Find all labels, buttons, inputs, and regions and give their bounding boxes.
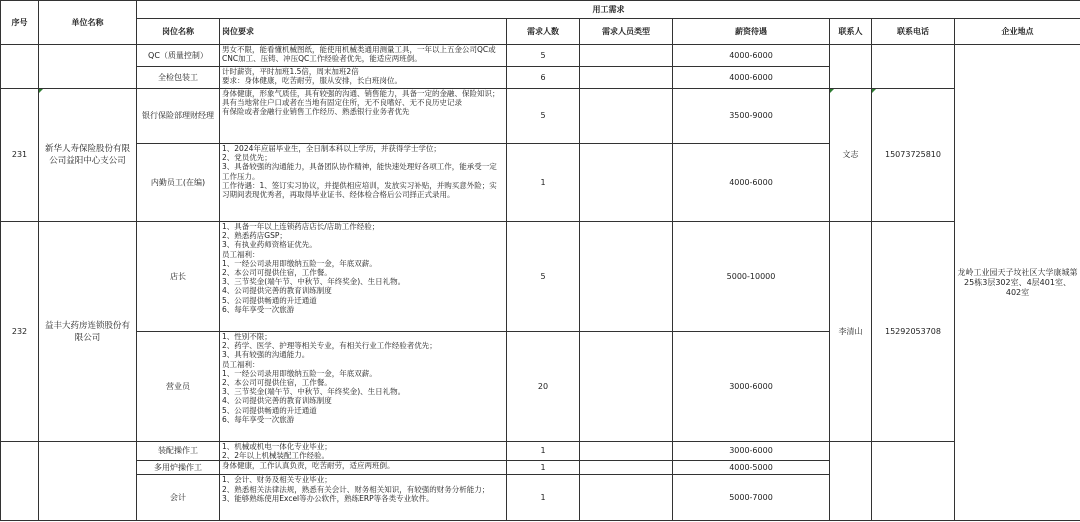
header-address: 企业地点: [955, 19, 1080, 45]
phone-cell: [872, 442, 955, 521]
seq-cell: 232: [1, 222, 39, 442]
requirement-cell: 身体健康，形象气质佳，具有较强的沟通、销售能力，具备一定的金融、保险知识； 具有当地常住户口或者在当地有固定住所，无不良嗜好、无不良历史记录 有保险或者金融行业销售工作经历、熟悉银行业务者优先: [220, 89, 507, 144]
type-cell: [580, 442, 673, 461]
table-row: [1, 442, 1080, 461]
seq-cell: [1, 442, 39, 521]
requirement-cell: 1、性别不限； 2、药学、医学、护理等相关专业，有相关行业工作经验者优先； 3、具有较强的沟通能力。 员工福利： 1、一经公司录用即缴纳五险一金，年底双薪。 2、本公司可提供住宿，工作餐。 3、三节奖金(端午节、中秋节、年终奖金)、生日礼物。 4、公司提供完善的教育训练制度 5、公司提供畅通的升迁通道 6、每年享受一次旅游: [220, 332, 507, 442]
header-phone: 联系电话: [872, 19, 955, 45]
count-cell: 1: [507, 144, 580, 222]
table-row: [1, 222, 1080, 332]
header-type: 需求人员类型: [580, 19, 673, 45]
salary-cell: 4000-6000: [673, 45, 830, 67]
position-cell: 银行保险部理财经理: [137, 89, 220, 144]
contact-cell: 文志: [830, 89, 872, 222]
type-cell: [580, 475, 673, 521]
header-company: 单位名称: [39, 1, 137, 45]
header-count: 需求人数: [507, 19, 580, 45]
address-cell: 龙岭工业园天子坟社区大学康城第25栋3层302室、4层401室、402室: [955, 45, 1080, 521]
count-cell: 6: [507, 67, 580, 89]
requirement-cell: 身体健康，工作认真负责，吃苦耐劳，适应两班倒。: [220, 461, 507, 475]
header-requirement: 岗位要求: [220, 19, 507, 45]
position-cell: 装配操作工: [137, 442, 220, 461]
phone-cell: 15292053708: [872, 222, 955, 442]
count-cell: 1: [507, 442, 580, 461]
position-cell: 全检包装工: [137, 67, 220, 89]
type-cell: [580, 89, 673, 144]
position-cell: 多用炉操作工: [137, 461, 220, 475]
type-cell: [580, 461, 673, 475]
table-row: [1, 89, 1080, 144]
salary-cell: 4000-6000: [673, 144, 830, 222]
company-name: [39, 45, 137, 89]
salary-cell: 5000-10000: [673, 222, 830, 332]
table-row: [1, 45, 1080, 67]
phone-cell: 15073725810: [872, 89, 955, 222]
header-position: 岗位名称: [137, 19, 220, 45]
salary-cell: 4000-6000: [673, 67, 830, 89]
salary-cell: 5000-7000: [673, 475, 830, 521]
requirement-cell: 男女不限，能看懂机械图纸，能使用机械类通用测量工具，一年以上五金公司QC或CNC加工、压铸、冲压QC工作经验者优先，能适应两班倒。: [220, 45, 507, 67]
company-name: [39, 442, 137, 521]
requirement-cell: 1、会计、财务及相关专业毕业； 2、熟悉相关法律法规，熟悉有关会计、财务相关知识，有较强的财务分析能力； 3、能够熟练使用Excel等办公软件，熟练ERP等各类专业软件。: [220, 475, 507, 521]
type-cell: [580, 67, 673, 89]
contact-cell: [830, 442, 872, 521]
header-contact: 联系人: [830, 19, 872, 45]
salary-cell: 3000-6000: [673, 332, 830, 442]
count-cell: 5: [507, 89, 580, 144]
count-cell: 5: [507, 45, 580, 67]
requirement-cell: 1、2024年应届毕业生，全日制本科以上学历，并获得学士学位； 2、党员优先； 3、具备较强的沟通能力，具备团队协作精神，能快速处理好各项工作，能承受一定工作压力。 工作待遇：1、签订实习协议，并提供相应培训，发放实习补贴，并购买意外险；实习期间表现优秀者，再取得毕业证书、经体检合格后公司择正式录用。: [220, 144, 507, 222]
contact-cell: [830, 45, 872, 89]
requirement-cell: 计时薪资，平时加班1.5倍，周末加班2倍 要求：身体健康，吃苦耐劳，服从安排，长白班岗位。: [220, 67, 507, 89]
header-salary: 薪资待遇: [673, 19, 830, 45]
type-cell: [580, 45, 673, 67]
company-name: 益丰大药房连锁股份有限公司: [39, 222, 137, 442]
salary-cell: 3500-9000: [673, 89, 830, 144]
position-cell: QC（质量控制）: [137, 45, 220, 67]
header-group: 用工需求: [137, 1, 1080, 19]
type-cell: [580, 332, 673, 442]
count-cell: 5: [507, 222, 580, 332]
phone-cell: [872, 45, 955, 89]
type-cell: [580, 222, 673, 332]
position-cell: 会计: [137, 475, 220, 521]
seq-cell: [1, 45, 39, 89]
position-cell: 营业员: [137, 332, 220, 442]
contact-cell: 李清山: [830, 222, 872, 442]
position-cell: 内勤员工(在编): [137, 144, 220, 222]
position-cell: 店长: [137, 222, 220, 332]
salary-cell: 3000-6000: [673, 442, 830, 461]
seq-cell: 231: [1, 89, 39, 222]
count-cell: 20: [507, 332, 580, 442]
company-name: 新华人寿保险股份有限公司益阳中心支公司: [39, 89, 137, 222]
header-seq: 序号: [1, 1, 39, 45]
requirement-cell: 1、具备一年以上连锁药店店长/店助工作经验； 2、熟悉药店GSP； 3、有执业药师资格证优先。 员工福利： 1、一经公司录用即缴纳五险一金，年底双薪。 2、本公司可提供住宿，工作餐。 3、三节奖金(端午节、中秋节、年终奖金)、生日礼物。 4、公司提供完善的教育训练制度 5、公司提供畅通的升迁通道 6、每年享受一次旅游: [220, 222, 507, 332]
requirement-cell: 1、机械或机电一体化专业毕业； 2、2年以上机械装配工作经验。: [220, 442, 507, 461]
count-cell: 1: [507, 475, 580, 521]
type-cell: [580, 144, 673, 222]
salary-cell: 4000-5000: [673, 461, 830, 475]
count-cell: 1: [507, 461, 580, 475]
